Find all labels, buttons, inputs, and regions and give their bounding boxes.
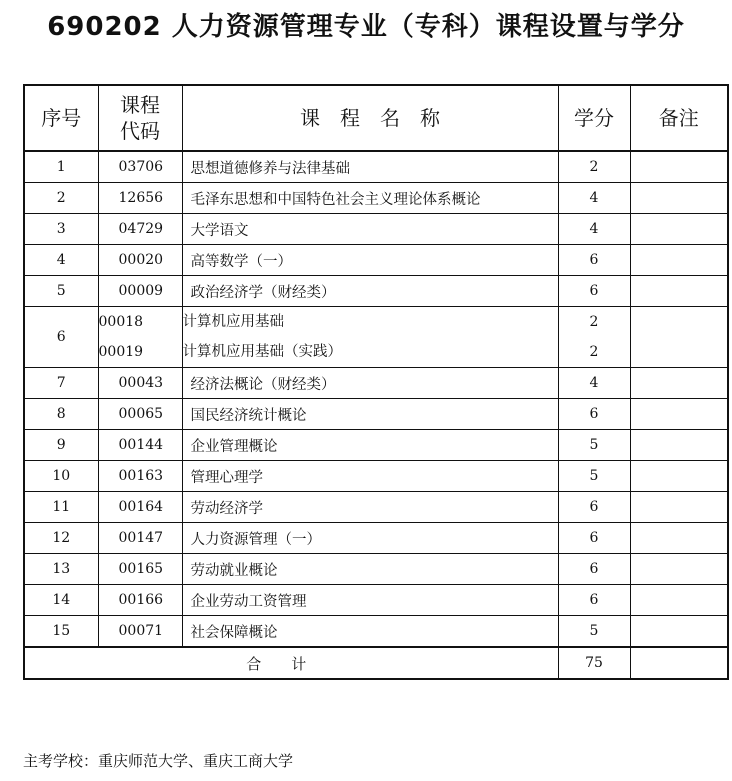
row-credit: 4 — [558, 214, 630, 245]
header-index: 序号 — [24, 85, 98, 151]
row-code-a: 00018 — [98, 314, 144, 330]
header-code-line1: 课程 — [120, 93, 160, 117]
row-code: 00163 — [98, 461, 182, 492]
row-index: 14 — [24, 585, 98, 616]
row-code: 00009 — [98, 276, 182, 307]
row-code: 04729 — [98, 214, 182, 245]
row-credit: 6 — [558, 554, 630, 585]
header-credit: 学分 — [558, 85, 630, 151]
table-row — [24, 368, 728, 399]
table-row — [24, 430, 728, 461]
row-index: 11 — [24, 492, 98, 523]
row-index: 6 — [24, 307, 98, 368]
row-name: 企业劳动工资管理 — [182, 585, 558, 616]
table-row — [24, 151, 728, 183]
header-code-line2: 代码 — [120, 119, 160, 143]
row-credit: 2 — [558, 151, 630, 183]
row-code: 00166 — [98, 585, 182, 616]
row-code: 03706 — [98, 151, 182, 183]
total-label: 合计 — [24, 647, 558, 679]
row-credit-b: 2 — [589, 344, 599, 360]
total-row — [24, 647, 728, 679]
footer-note: 主考学校：重庆师范大学、重庆工商大学 — [23, 752, 294, 770]
row-index: 4 — [24, 245, 98, 276]
row-note — [630, 554, 728, 585]
table-row — [24, 492, 728, 523]
row-note — [630, 307, 728, 368]
row-code: 00144 — [98, 430, 182, 461]
row-credit: 5 — [558, 461, 630, 492]
header-note: 备注 — [630, 85, 728, 151]
row-index: 8 — [24, 399, 98, 430]
row-name: 大学语文 — [182, 214, 558, 245]
row-name: 国民经济统计概论 — [182, 399, 558, 430]
row-note — [630, 616, 728, 648]
table-header-row — [24, 85, 728, 151]
row-name: 毛泽东思想和中国特色社会主义理论体系概论 — [182, 183, 558, 214]
row-name: 政治经济学（财经类） — [182, 276, 558, 307]
row-note — [630, 214, 728, 245]
row-index: 3 — [24, 214, 98, 245]
row-credit: 4 — [558, 368, 630, 399]
table-row — [24, 523, 728, 554]
row-name: 人力资源管理（一） — [182, 523, 558, 554]
row-credit: 5 — [558, 430, 630, 461]
row-note — [630, 492, 728, 523]
row-credit-a: 2 — [589, 314, 599, 330]
row-note — [630, 523, 728, 554]
row-code: 00071 — [98, 616, 182, 648]
table-row — [24, 245, 728, 276]
row-note — [630, 151, 728, 183]
row-index: 13 — [24, 554, 98, 585]
row-note — [630, 276, 728, 307]
row-index: 7 — [24, 368, 98, 399]
table-row — [24, 276, 728, 307]
table-row — [24, 554, 728, 585]
table-row — [24, 585, 728, 616]
row-index: 10 — [24, 461, 98, 492]
row-code: 00164 — [98, 492, 182, 523]
page-title: 690202 人力资源管理专业（专科）课程设置与学分 — [47, 12, 685, 42]
row-code: 00165 — [98, 554, 182, 585]
row-name: 社会保障概论 — [182, 616, 558, 648]
row-index: 15 — [24, 616, 98, 648]
table-row — [24, 307, 728, 368]
table-row — [24, 399, 728, 430]
row-credit: 5 — [558, 616, 630, 648]
row-note — [630, 368, 728, 399]
row-note — [630, 585, 728, 616]
row-name: 劳动经济学 — [182, 492, 558, 523]
row-note — [630, 399, 728, 430]
row-name: 高等数学（一） — [182, 245, 558, 276]
row-credit: 4 — [558, 183, 630, 214]
table-row — [24, 461, 728, 492]
course-table — [23, 84, 729, 680]
row-index: 9 — [24, 430, 98, 461]
row-credit: 6 — [558, 276, 630, 307]
row-name-b: 计算机应用基础（实践） — [182, 344, 342, 360]
row-name: 管理心理学 — [182, 461, 558, 492]
row-index: 2 — [24, 183, 98, 214]
table-row — [24, 616, 728, 648]
row-code: 00065 — [98, 399, 182, 430]
row-name: 经济法概论（财经类） — [182, 368, 558, 399]
total-note — [630, 647, 728, 679]
row-code: 00147 — [98, 523, 182, 554]
row-note — [630, 430, 728, 461]
table-row — [24, 214, 728, 245]
row-note — [630, 245, 728, 276]
row-credit: 6 — [558, 523, 630, 554]
row-credit — [558, 307, 630, 368]
header-name: 课 程 名 称 — [182, 85, 558, 151]
row-code: 12656 — [98, 183, 182, 214]
row-index: 12 — [24, 523, 98, 554]
row-index: 1 — [24, 151, 98, 183]
row-code — [98, 307, 182, 368]
row-name: 劳动就业概论 — [182, 554, 558, 585]
row-credit: 6 — [558, 492, 630, 523]
row-name — [182, 307, 558, 368]
total-credit: 75 — [558, 647, 630, 679]
row-credit: 6 — [558, 585, 630, 616]
row-note — [630, 183, 728, 214]
row-code: 00020 — [98, 245, 182, 276]
header-code — [98, 85, 182, 151]
row-index: 5 — [24, 276, 98, 307]
row-credit: 6 — [558, 245, 630, 276]
row-note — [630, 461, 728, 492]
row-name: 思想道德修养与法律基础 — [182, 151, 558, 183]
row-code-b: 00019 — [98, 344, 144, 360]
row-name: 企业管理概论 — [182, 430, 558, 461]
row-code: 00043 — [98, 368, 182, 399]
row-name-a: 计算机应用基础 — [182, 314, 284, 330]
table-row — [24, 183, 728, 214]
row-credit: 6 — [558, 399, 630, 430]
